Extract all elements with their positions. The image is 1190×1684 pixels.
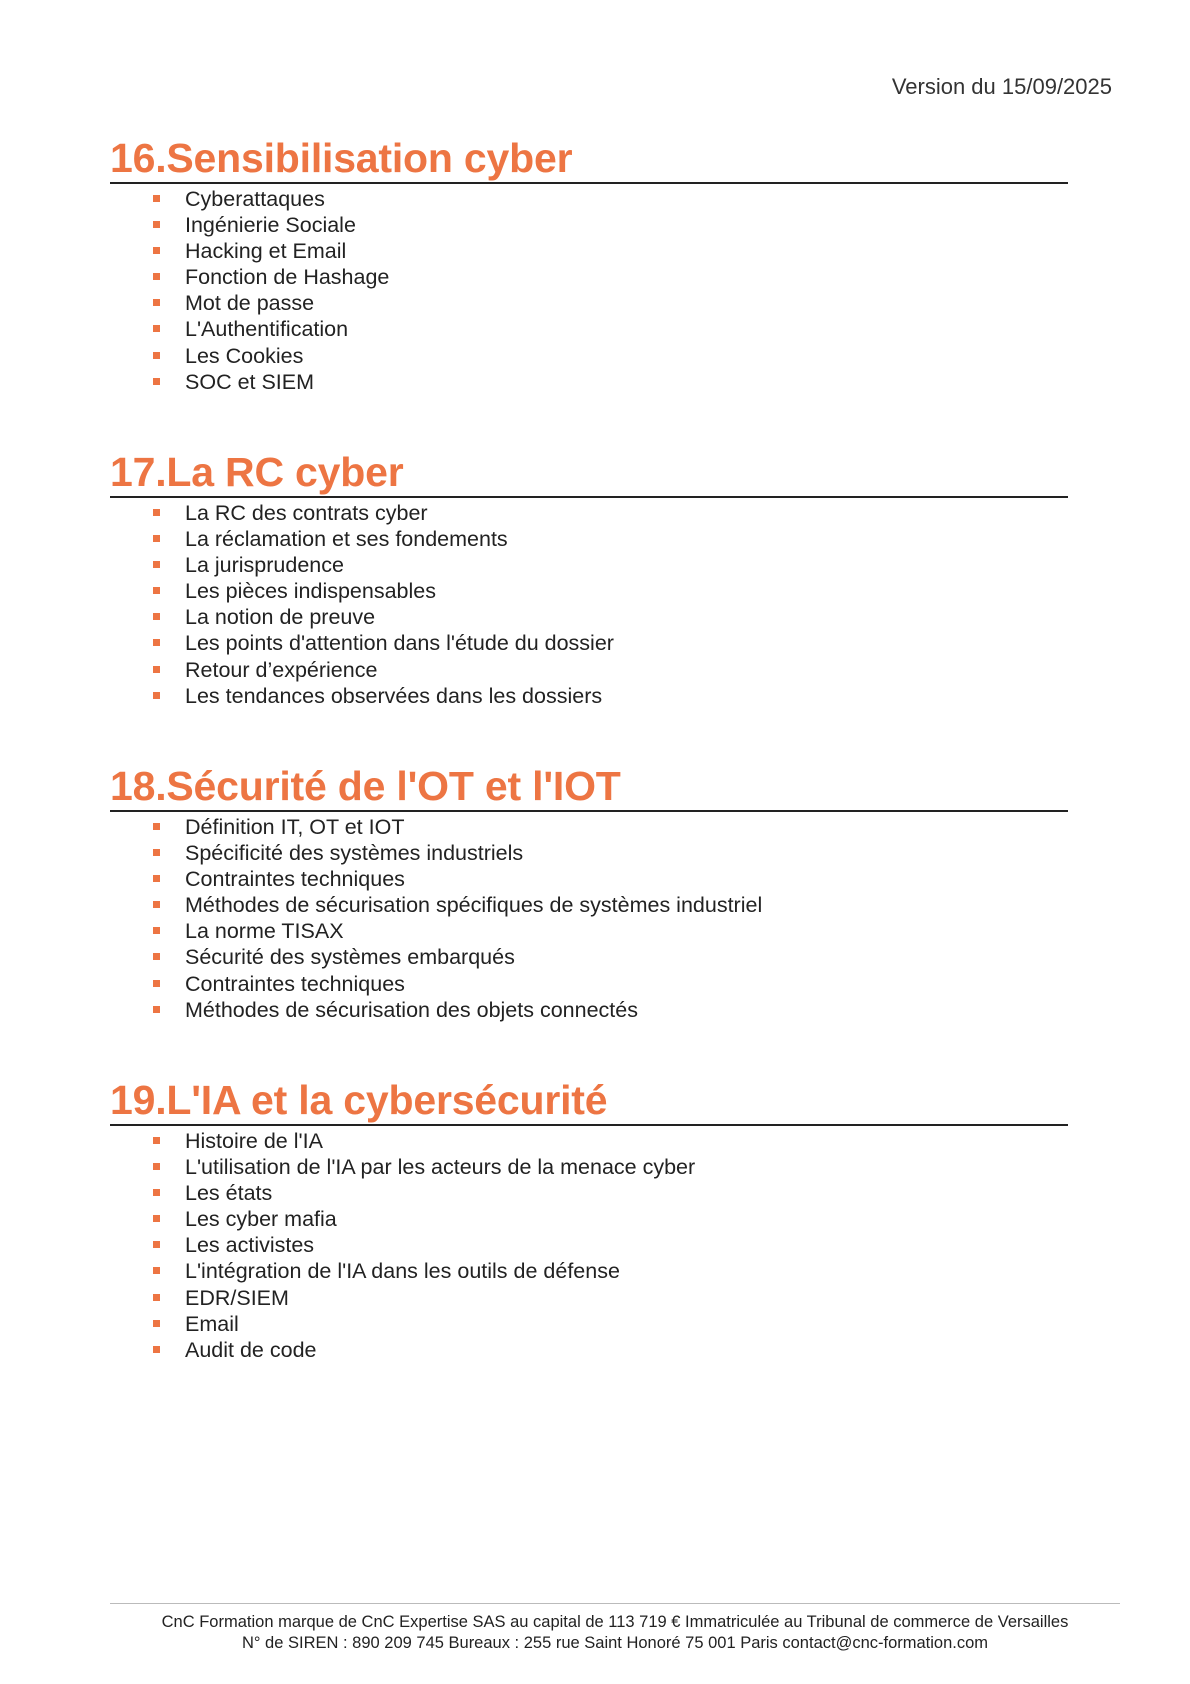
list-item <box>110 369 1068 395</box>
list-item <box>110 212 1068 238</box>
square-bullet-icon <box>153 1163 160 1170</box>
list-item <box>110 1180 1068 1206</box>
list-item <box>110 1311 1068 1337</box>
list-item-label: La norme TISAX <box>185 919 344 944</box>
list-item <box>110 971 1068 997</box>
list-item <box>110 186 1068 212</box>
list-item <box>110 1154 1068 1180</box>
list-item <box>110 1206 1068 1232</box>
list-item-label: Sécurité des systèmes embarqués <box>185 945 515 970</box>
section-title: 18.Sécurité de l'OT et l'IOT <box>110 762 1068 812</box>
square-bullet-icon <box>153 927 160 934</box>
list-item-label: Les points d'attention dans l'étude du dossier <box>185 631 614 656</box>
section-rc-cyber <box>110 448 1068 709</box>
section-sensibilisation-cyber <box>110 134 1068 395</box>
square-bullet-icon <box>153 1189 160 1196</box>
square-bullet-icon <box>153 1267 160 1274</box>
square-bullet-icon <box>153 980 160 987</box>
section-title: 16.Sensibilisation cyber <box>110 134 1068 184</box>
list-item-label: La RC des contrats cyber <box>185 501 428 525</box>
item-list <box>110 500 1068 709</box>
square-bullet-icon <box>153 1137 160 1144</box>
list-item-label: Audit de code <box>185 1337 317 1362</box>
square-bullet-icon <box>153 273 160 280</box>
list-item-label: Définition IT, OT et IOT <box>185 815 405 839</box>
list-item-label: Les activistes <box>185 1233 315 1258</box>
section-ia-cybersecurite <box>110 1076 1068 1363</box>
list-item-label: La réclamation et ses fondements <box>185 527 508 552</box>
list-item <box>110 892 1068 918</box>
list-item-label: Retour d’expérience <box>185 657 378 682</box>
list-item-label: Ingénierie Sociale <box>185 213 356 238</box>
list-item <box>110 1232 1068 1258</box>
list-item <box>110 840 1068 866</box>
list-item <box>110 630 1068 656</box>
list-item-label: Les états <box>185 1181 273 1206</box>
square-bullet-icon <box>153 1320 160 1327</box>
list-item-label: L'Authentification <box>185 317 349 342</box>
list-item <box>110 552 1068 578</box>
square-bullet-icon <box>153 692 160 699</box>
square-bullet-icon <box>153 325 160 332</box>
list-item <box>110 578 1068 604</box>
version-date: Version du 15/09/2025 <box>891 74 1112 99</box>
square-bullet-icon <box>153 1294 160 1301</box>
list-item <box>110 343 1068 369</box>
square-bullet-icon <box>153 1241 160 1248</box>
list-item-label: Contraintes techniques <box>185 867 405 892</box>
square-bullet-icon <box>153 1346 160 1353</box>
square-bullet-icon <box>153 352 160 359</box>
list-item <box>110 1128 1068 1154</box>
list-item-label: Méthodes de sécurisation spécifiques de systèmes industriel <box>185 893 763 918</box>
footer-company-line: CnC Formation marque de CnC Expertise SAS au capital de 113 719 € Immatriculée au Tribunal de commerce de Versailles <box>161 1613 1069 1631</box>
list-item <box>110 918 1068 944</box>
list-item-label: Cyberattaques <box>185 187 325 211</box>
list-item-label: Méthodes de sécurisation des objets connectés <box>185 997 638 1022</box>
list-item <box>110 683 1068 709</box>
list-item <box>110 238 1068 264</box>
square-bullet-icon <box>153 901 160 908</box>
list-item-label: Les pièces indispensables <box>185 579 436 604</box>
list-item <box>110 1285 1068 1311</box>
square-bullet-icon <box>153 639 160 646</box>
list-item <box>110 526 1068 552</box>
square-bullet-icon <box>153 666 160 673</box>
square-bullet-icon <box>153 509 160 516</box>
item-list <box>110 814 1068 1023</box>
square-bullet-icon <box>153 378 160 385</box>
list-item-label: Contraintes techniques <box>185 971 405 996</box>
square-bullet-icon <box>153 195 160 202</box>
square-bullet-icon <box>153 823 160 830</box>
page-footer <box>110 1603 1120 1654</box>
square-bullet-icon <box>153 875 160 882</box>
list-item <box>110 316 1068 342</box>
list-item-label: L'utilisation de l'IA par les acteurs de la menace cyber <box>185 1155 696 1180</box>
square-bullet-icon <box>153 561 160 568</box>
item-list <box>110 186 1068 395</box>
square-bullet-icon <box>153 953 160 960</box>
square-bullet-icon <box>153 247 160 254</box>
list-item <box>110 604 1068 630</box>
square-bullet-icon <box>153 221 160 228</box>
list-item <box>110 814 1068 840</box>
list-item-label: Histoire de l'IA <box>185 1129 323 1153</box>
list-item-label: EDR/SIEM <box>185 1285 289 1310</box>
list-item <box>110 944 1068 970</box>
list-item-label: SOC et SIEM <box>185 369 315 394</box>
list-item <box>110 264 1068 290</box>
item-list <box>110 1128 1068 1363</box>
list-item-label: Les tendances observées dans les dossiers <box>185 683 603 708</box>
list-item <box>110 657 1068 683</box>
list-item <box>110 997 1068 1023</box>
list-item-label: Hacking et Email <box>185 239 347 264</box>
square-bullet-icon <box>153 299 160 306</box>
footer-contact-line: N° de SIREN : 890 209 745 Bureaux : 255 rue Saint Honoré 75 001 Paris contact@cnc-formation.com <box>241 1634 989 1652</box>
square-bullet-icon <box>153 535 160 542</box>
square-bullet-icon <box>153 587 160 594</box>
list-item <box>110 1258 1068 1284</box>
list-item-label: L'intégration de l'IA dans les outils de défense <box>185 1259 620 1284</box>
list-item-label: La jurisprudence <box>185 553 344 578</box>
list-item <box>110 290 1068 316</box>
list-item <box>110 1337 1068 1363</box>
list-item-label: Email <box>185 1311 239 1336</box>
list-item <box>110 866 1068 892</box>
list-item-label: Les cyber mafia <box>185 1207 337 1232</box>
section-title: 19.L'IA et la cybersécurité <box>110 1076 1068 1126</box>
section-securite-ot-iot <box>110 762 1068 1023</box>
square-bullet-icon <box>153 849 160 856</box>
section-title: 17.La RC cyber <box>110 448 1068 498</box>
list-item-label: Mot de passe <box>185 291 315 316</box>
square-bullet-icon <box>153 1006 160 1013</box>
list-item-label: Les Cookies <box>185 343 304 368</box>
list-item-label: Fonction de Hashage <box>185 265 390 290</box>
list-item <box>110 500 1068 526</box>
square-bullet-icon <box>153 1215 160 1222</box>
list-item-label: Spécificité des systèmes industriels <box>185 841 524 866</box>
square-bullet-icon <box>153 613 160 620</box>
list-item-label: La notion de preuve <box>185 605 376 630</box>
